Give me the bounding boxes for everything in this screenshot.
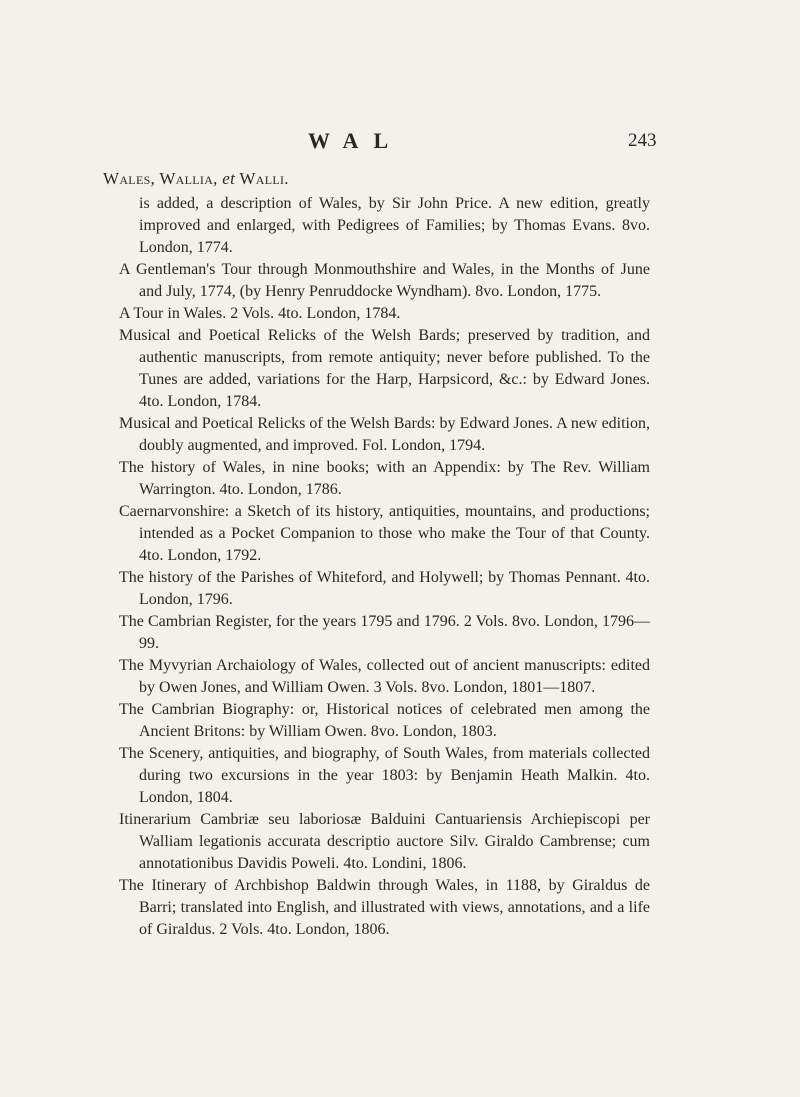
- bibliography-entry: Musical and Poetical Relicks of the Welsh Bards; preserved by tradition, and authentic manuscripts, from remote antiquity; never before published. To the Tunes are added, variations for the Harp, Harpsicord, &c.: by Edward Jones. 4to. London, 1784.: [119, 327, 650, 410]
- running-header: [0, 128, 800, 152]
- header-title: WAL: [308, 128, 404, 153]
- bibliography-entry: The history of Wales, in nine books; with an Appendix: by The Rev. William Warrington. 4to. London, 1786.: [119, 459, 650, 498]
- bibliography-entry: The Cambrian Biography: or, Historical notices of celebrated men among the Ancient Britons: by William Owen. 8vo. London, 1803.: [119, 701, 650, 740]
- heading-part-2: et: [222, 169, 236, 188]
- bibliography-entry: Caernarvonshire: a Sketch of its history, antiquities, mountains, and productions; intended as a Pocket Companion to those who make the Tour of that County. 4to. London, 1792.: [119, 503, 650, 564]
- bibliography-entry: The Myvyrian Archaiology of Wales, collected out of ancient manuscripts: edited by Owen Jones, and William Owen. 3 Vols. 8vo. London, 1801—1807.: [119, 657, 650, 696]
- bibliography-entry: A Gentleman's Tour through Monmouthshire and Wales, in the Months of June and July, 1774, (by Henry Penruddocke Wyndham). 8vo. London, 1775.: [119, 261, 650, 300]
- bibliography-entry: A Tour in Wales. 2 Vols. 4to. London, 1784.: [119, 305, 401, 322]
- bibliography-entries: [119, 193, 650, 941]
- heading-part-3: Walli.: [239, 169, 289, 188]
- heading-part-1: Wales, Wallia,: [103, 169, 218, 188]
- bibliography-entry: The Itinerary of Archbishop Baldwin through Wales, in 1188, by Giraldus de Barri; translated into English, and illustrated with views, annotations, and a life of Giraldus. 2 Vols. 4to. London, 1806.: [119, 877, 650, 938]
- bibliography-entry: The Cambrian Register, for the years 1795 and 1796. 2 Vols. 8vo. London, 1796—99.: [119, 613, 650, 652]
- bibliography-entry: The history of the Parishes of Whiteford, and Holywell; by Thomas Pennant. 4to. London, 1796.: [119, 569, 650, 608]
- bibliography-entry: Itinerarium Cambriæ seu laboriosæ Balduini Cantuariensis Archiepiscopi per Walliam legationis accurata descriptio auctore Silv. Giraldo Cambrense; cum annotationibus Davidis Poweli. 4to. Londini, 1806.: [119, 811, 650, 872]
- bibliography-entry: Musical and Poetical Relicks of the Welsh Bards: by Edward Jones. A new edition, doubly augmented, and improved. Fol. London, 1794.: [119, 415, 650, 454]
- bibliography-entry: is added, a description of Wales, by Sir John Price. A new edition, greatly improved and enlarged, with Pedigrees of Families; by Thomas Evans. 8vo. London, 1774.: [139, 195, 650, 256]
- page-number: 243: [628, 130, 657, 151]
- bibliography-entry: The Scenery, antiquities, and biography, of South Wales, from materials collected during two excursions in the year 1803: by Benjamin Heath Malkin. 4to. London, 1804.: [119, 745, 650, 806]
- entry-heading: [103, 169, 289, 189]
